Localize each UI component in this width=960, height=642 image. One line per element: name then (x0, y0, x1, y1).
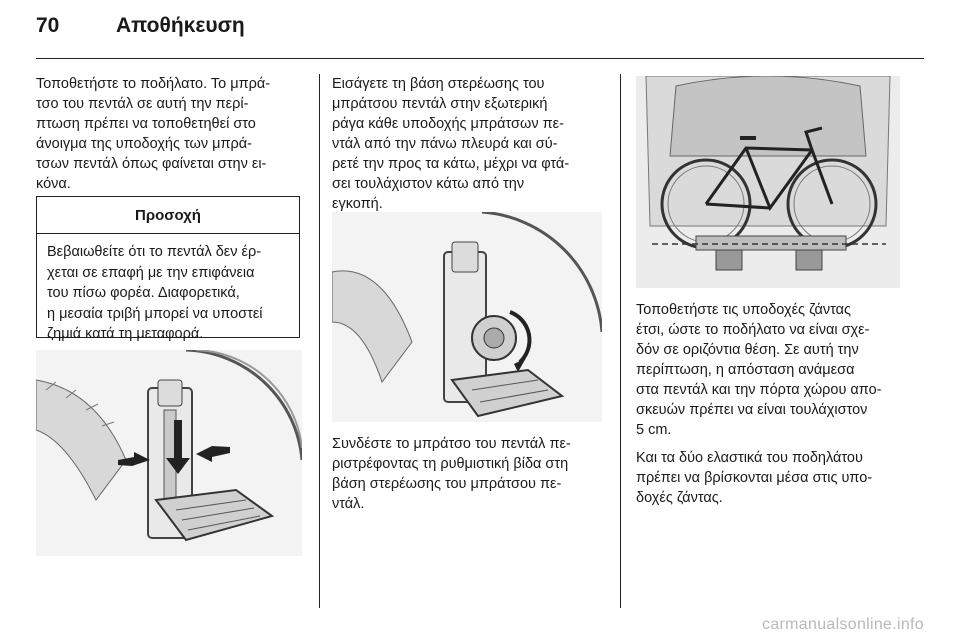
bicycle-carrier-illustration (636, 76, 900, 288)
caution-box (36, 196, 300, 342)
text-line: Εισάγετε τη βάση στερέωσης του (332, 76, 545, 92)
text-line: μπράτσου πεντάλ στην εξωτερική (332, 96, 548, 112)
watermark: carmanualsonline.info (762, 616, 924, 633)
text-line: σκευών πρέπει να είναι τουλάχιστον (636, 402, 868, 418)
text-line: η μεσαία τριβή μπορεί να υποστεί (47, 305, 263, 322)
paragraph-tyres (636, 448, 904, 508)
text-line: πτωση πρέπει να τοποθετηθεί στο (36, 116, 256, 132)
text-line: άνοιγμα της υποδοχής των μπρά- (36, 136, 252, 152)
text-line: περίπτωση, η απόσταση ανάμεσα (636, 362, 855, 378)
text-line: δοχές ζάντας. (636, 490, 723, 506)
text-line: Τοποθετήστε τις υποδοχές ζάντας (636, 302, 852, 318)
text-line: στα πεντάλ και την πόρτα χώρου απο- (636, 382, 882, 398)
text-line: κόνα. (36, 176, 71, 192)
paragraph-insert-mount (332, 74, 608, 214)
text-line: 5 cm. (636, 422, 672, 438)
text-line: Συνδέστε το μπράτσο του πεντάλ πε- (332, 436, 571, 452)
text-line: τσο του πεντάλ σε αυτή την περί- (36, 96, 249, 112)
text-line: Και τα δύο ελαστικά του ποδηλάτου (636, 450, 863, 466)
column-1 (36, 74, 302, 202)
text-line: του πίσω φορέα. Διαφορετικά, (47, 285, 240, 301)
text-line: τσων πεντάλ όπως φαίνεται στην ει- (36, 156, 267, 172)
text-line: Βεβαιωθείτε ότι το πεντάλ δεν έρ- (47, 244, 262, 260)
caution-text (37, 234, 299, 353)
section-title: Αποθήκευση (116, 14, 245, 37)
column-2 (332, 74, 608, 222)
text-line: ριστρέφοντας τη ρυθμιστική βίδα στη (332, 456, 569, 472)
text-line: δόν σε οριζόντια θέση. Σε αυτή την (636, 342, 859, 358)
column-divider-left (319, 74, 320, 608)
header-rule (36, 58, 924, 59)
text-line: ράγα κάθε υποδοχής μπράτσων πε- (332, 116, 564, 132)
caution-title: Προσοχή (37, 197, 299, 234)
text-line: ρετέ την προς τα κάτω, μέχρι να φτά- (332, 156, 570, 172)
text-line: ζημιά κατά τη μεταφορά. (47, 326, 204, 342)
text-line: σει τουλάχιστον κάτω από την (332, 176, 525, 192)
pedal-holder-illustration (36, 350, 302, 556)
adjusting-screw-illustration (332, 212, 602, 422)
column-3 (636, 300, 904, 516)
paragraph-connect-arm (332, 434, 608, 514)
text-line: ντάλ. (332, 496, 365, 512)
text-line: Τοποθετήστε το ποδήλατο. Το μπρά- (36, 76, 271, 92)
column-2-lower (332, 434, 608, 522)
text-line: εγκοπή. (332, 196, 383, 212)
page-number: 70 (36, 14, 60, 37)
paragraph-wheel-holders (636, 300, 904, 440)
text-line: πρέπει να βρίσκονται μέσα στις υπο- (636, 470, 873, 486)
text-line: χεται σε επαφή με την επιφάνεια (47, 264, 255, 281)
text-line: έτσι, ώστε το ποδήλατο να είναι σχε- (636, 322, 870, 338)
column-divider-right (620, 74, 621, 608)
page-header (36, 14, 245, 48)
intro-paragraph (36, 74, 302, 194)
text-line: βάση στερέωσης του μπράτσου πε- (332, 476, 562, 492)
text-line: ντάλ από την πάνω πλευρά και σύ- (332, 136, 558, 152)
